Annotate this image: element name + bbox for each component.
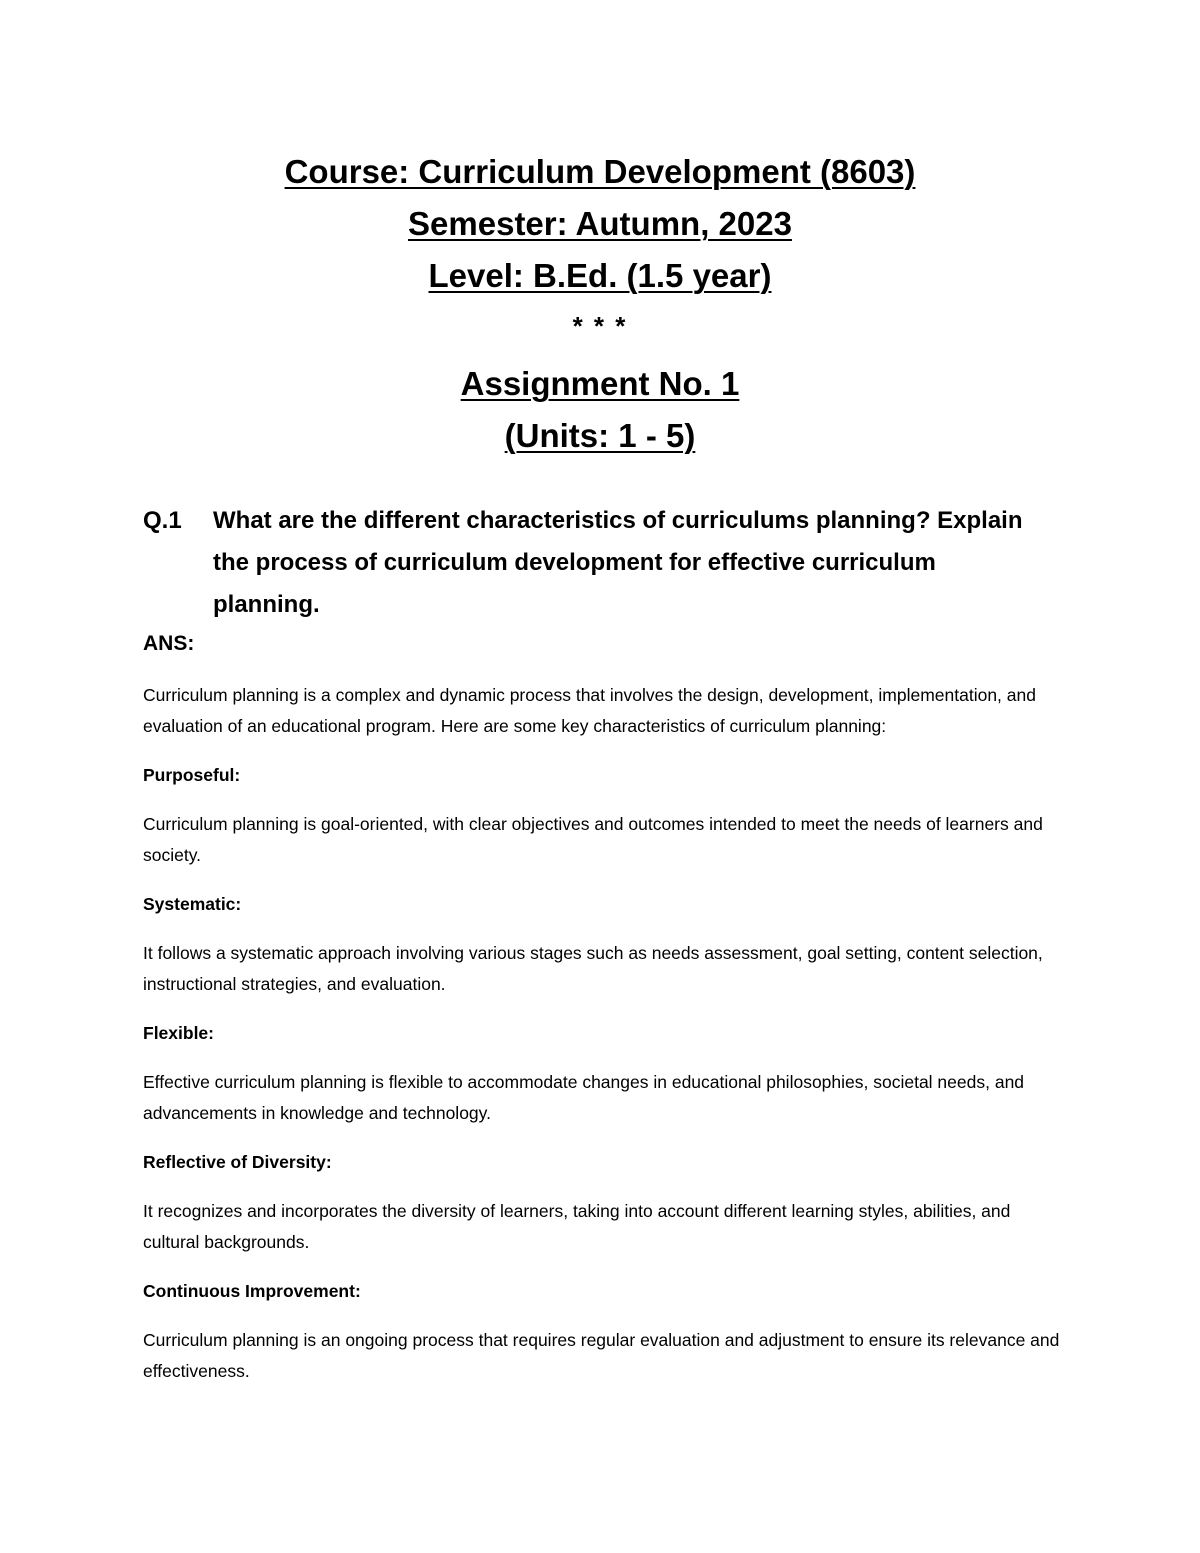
question-number: Q.1 xyxy=(143,507,182,534)
section-text-flexible: Effective curriculum planning is flexible to accommodate changes in educational philosophies, societal needs, and advancements in knowledge and technology. xyxy=(143,1072,1025,1123)
course-title: Course: Curriculum Development (8603) xyxy=(284,153,916,190)
section-text-systematic: It follows a systematic approach involving various stages such as needs assessment, goal setting, content selection, instructional strategies, and evaluation. xyxy=(143,943,1043,994)
section-heading-purposeful: Purposeful: xyxy=(143,765,241,785)
answer-body xyxy=(143,680,1063,1405)
answer-label: ANS: xyxy=(143,632,195,655)
assignment-title: Assignment No. 1 xyxy=(460,365,740,402)
section-heading-continuous-improvement: Continuous Improvement: xyxy=(143,1281,361,1301)
units-title: (Units: 1 - 5) xyxy=(504,417,696,454)
section-heading-systematic: Systematic: xyxy=(143,894,242,914)
section-text-purposeful: Curriculum planning is goal-oriented, with clear objectives and outcomes intended to meet the needs of learners and society. xyxy=(143,814,1043,865)
answer-intro: Curriculum planning is a complex and dynamic process that involves the design, development, implementation, and evaluation of an educational program. Here are some key characteristics of curriculum planning: xyxy=(143,685,1036,736)
stars-divider: * * * xyxy=(572,311,628,341)
section-text-continuous-improvement: Curriculum planning is an ongoing process that requires regular evaluation and adjustment to ensure its relevance and effectiveness. xyxy=(143,1330,1060,1381)
question-block xyxy=(143,500,1023,626)
level-title: Level: B.Ed. (1.5 year) xyxy=(428,257,772,294)
section-heading-diversity: Reflective of Diversity: xyxy=(143,1152,332,1172)
section-text-diversity: It recognizes and incorporates the diversity of learners, taking into account different learning styles, abilities, and cultural backgrounds. xyxy=(143,1201,1011,1252)
title-block xyxy=(0,146,1200,462)
question-text: What are the different characteristics of curriculums planning? Explain the process of curriculum development for effective curriculum planning. xyxy=(213,507,1023,618)
section-heading-flexible: Flexible: xyxy=(143,1023,214,1043)
semester-title: Semester: Autumn, 2023 xyxy=(408,205,792,242)
